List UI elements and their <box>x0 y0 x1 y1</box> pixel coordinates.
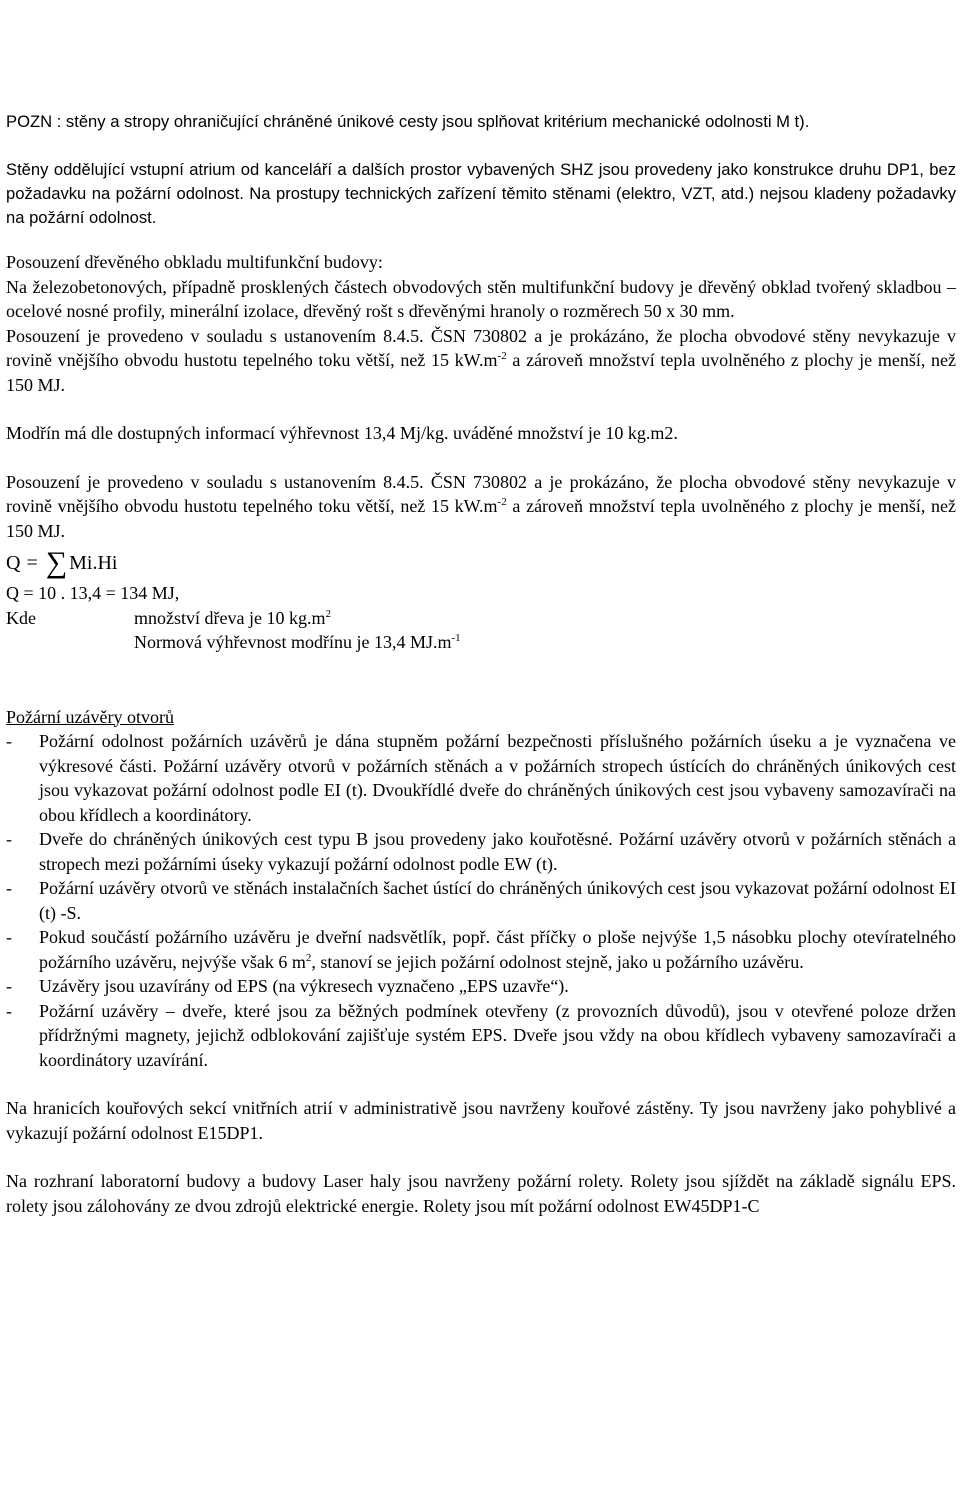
assessment-text: Posouzení je provedeno v souladu s ustanovením 8.4.5. ČSN 730802 a je prokázáno, že plocha obvodové stěny nevykazuje v rovině vnějšího obvodu hustotu tepelného toku větší, než 15 kW.m <box>6 325 956 370</box>
kde-label: Kde <box>6 607 36 628</box>
assessment-text-end: a zároveň množství tepla uvolněného z plochy je menší, než 150 MJ. <box>6 496 956 541</box>
kde-definition-1 <box>134 606 331 631</box>
list-item: - Dveře do chráněných únikových cest typu B jsou provedeny jako kouřotěsné. Požární uzávěry otvorů v požárních stěnách a stropech mezi požárními úseky vykazují požární odolnost podle EW (t). <box>6 827 956 876</box>
kde-text-1: množství dřeva je 10 kg.m <box>134 607 326 628</box>
uzavery-list <box>6 729 956 1072</box>
obklad-assessment-2 <box>6 470 956 544</box>
assessment-sup: -2 <box>497 350 507 362</box>
assessment-text-end: a zároveň množství tepla uvolněného z plochy je menší, než 150 MJ. <box>6 350 956 395</box>
kde-sup-1: 2 <box>325 607 331 620</box>
kde-definition-2 <box>6 630 956 655</box>
obklad-heading: Posouzení dřevěného obkladu multifunkční budovy: <box>6 252 383 272</box>
list-item <box>6 925 956 974</box>
obklad-assessment-1 <box>6 324 956 398</box>
steny-text-1: Stěny oddělující vstupní atrium od kanceláří a dalších prostor vybavených SHZ jsou provedeny jako konstrukce druhu DP1, bez požadavku na požární odolnost. <box>6 160 956 203</box>
assessment-text: Posouzení je provedeno v souladu s ustanovením 8.4.5. ČSN 730802 a je prokázáno, že plocha obvodové stěny nevykazuje v rovině vnějšího obvodu hustotu tepelného toku větší, než 15 kW.m <box>6 471 956 516</box>
modrin-paragraph: Modřín má dle dostupných informací výhřevnost 13,4 Mj/kg. uváděné množství je 10 kg.m2. <box>6 423 678 443</box>
list-item: - Uzávěry jsou uzavírány od EPS (na výkresech vyznačeno „EPS uzavře“). <box>6 974 956 999</box>
kde-row <box>6 606 956 631</box>
item4-sup: 2 <box>305 951 312 964</box>
uzavery-heading-text: Požární uzávěry otvorů <box>6 706 174 727</box>
steny-paragraph <box>6 158 956 230</box>
kde-sup-2: -1 <box>451 632 461 644</box>
uzavery-heading <box>6 705 956 730</box>
formula-equals: = <box>26 551 38 574</box>
poznamka-paragraph: POZN : stěny a stropy ohraničující chráněné únikové cesty jsou splňovat kritérium mechanické odolnosti M t). <box>6 112 810 131</box>
list-item: - Požární odolnost požárních uzávěrů je dána stupněm požární bezpečnosti příslušného požárních úseku a je vyznačena ve výkresové části. Požární uzávěry otvorů v požárních stěnách a v požárních stropech ústících do chráněných únikových cest jsou vykazovat požární odolnost podle EI (t). Dvoukřídlé dveře do chráněných únikových cest jsou vybaveny samozavírači na obou křídlech a koordinátory. <box>6 729 956 827</box>
obklad-description: Na železobetonových, případně prosklených částech obvodových stěn multifunkční budovy je dřevěný obklad tvořený skladbou – ocelové nosné profily, minerální izolace, dřevěný rošt s dřevěnými hranoly o rozměrech 50 x 30 mm. <box>6 276 956 321</box>
steny-text-2: Na prostupy technických zařízení těmito stěnami (elektro, VZT, atd.) nejsou kladeny požadavky na požární odolnost. <box>6 184 956 227</box>
item4-text-end: , stanoví se jejich požární odolnost stejně, jako u požárního uzávěru. <box>311 951 804 972</box>
formula-q: Q <box>6 551 21 574</box>
formula-term: Mi.Hi <box>69 551 118 574</box>
list-item: - Požární uzávěry – dveře, které jsou za běžných podmínek otevřeny (z provozních důvodů), jsou v otevřené poloze držen přídržnými magnety, jejichž odblokování zajišťuje systém EPS. Dveře jsou vždy na obou křídlech vybaveny samozavírači a koordinátory uzavírání. <box>6 999 956 1073</box>
assessment-sup: -2 <box>497 496 507 508</box>
koure-paragraph: Na hranicích kouřových sekcí vnitřních atrií v administrativě jsou navrženy kouřové zástěny. Ty jsou navrženy jako pohyblivé a vykazují požární odolnost E15DP1. <box>6 1098 956 1143</box>
document-page <box>6 110 956 1218</box>
kde-text-2: Normová výhřevnost modřínu je 13,4 MJ.m <box>134 632 452 652</box>
rolety-paragraph: Na rozhraní laboratorní budovy a budovy Laser haly jsou navrženy požární rolety. Rolety jsou sjíždět na základě signálu EPS. rolety jsou zálohovány ze dvou zdrojů elektrické energie. Rolety jsou mít požární odolnost EW45DP1-C <box>6 1171 956 1216</box>
obklad-section <box>6 250 956 1218</box>
list-item: - Požární uzávěry otvorů ve stěnách instalačních šachet ústící do chráněných únikových cest jsou vykazovat požární odolnost EI (t) -S. <box>6 876 956 925</box>
formula-calculation: Q = 10 . 13,4 = 134 MJ, <box>6 583 180 603</box>
heat-formula <box>6 545 956 581</box>
sum-symbol: ∑ <box>45 546 68 579</box>
item4-text: Pokud součástí požárního uzávěru je dveřní nadsvětlík, popř. část příčky o ploše nejvýše 1,5 násobku plochy otevíratelného požárního uzávěru, nejvýše však 6 m <box>39 927 956 972</box>
